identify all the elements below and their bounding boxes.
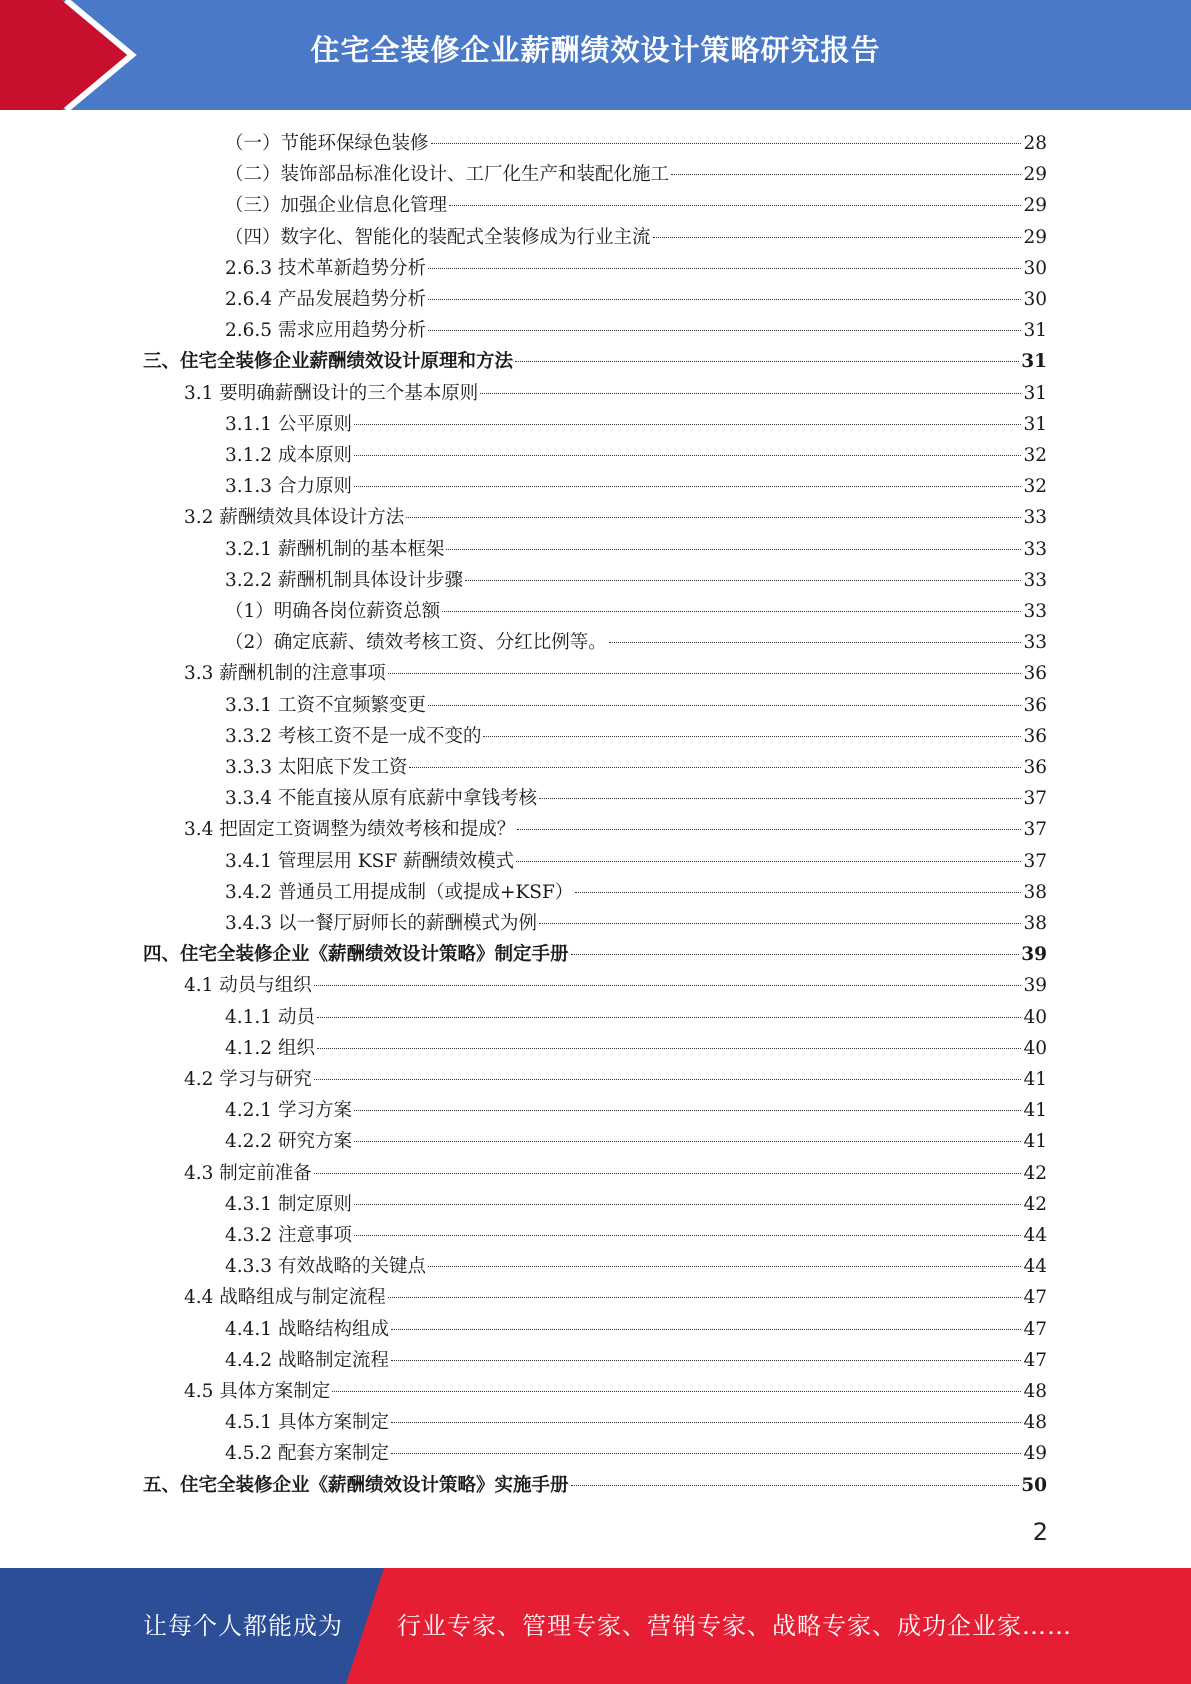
toc-entry[interactable] (225, 1251, 1047, 1282)
toc-dot-leader (391, 1329, 1021, 1330)
toc-entry-title: 4.5.1 具体方案制定 (225, 1412, 389, 1434)
toc-entry-title: 3.3.3 太阳底下发工资 (225, 757, 408, 778)
toc-entry-page: 44 (1023, 1256, 1047, 1278)
toc-entry-page: 33 (1023, 507, 1047, 529)
toc-dot-leader (428, 1266, 1021, 1267)
toc-entry[interactable] (225, 627, 1047, 658)
toc-entry-title: 四、住宅全装修企业《薪酬绩效设计策略》制定手册 (143, 944, 569, 966)
toc-entry-title: 3.2.1 薪酬机制的基本框架 (225, 538, 445, 560)
toc-dot-leader (354, 1235, 1022, 1236)
toc-entry-page: 39 (1023, 975, 1047, 997)
toc-entry-page: 47 (1023, 1349, 1047, 1371)
toc-entry-title: （一）节能环保绿色装修 (225, 133, 429, 154)
toc-dot-leader (539, 798, 1021, 799)
toc-entry-title: （三）加强企业信息化管理 (225, 195, 448, 217)
toc-entry-title: 3.3 薪酬机制的注意事项 (184, 663, 386, 685)
toc-entry-page: 37 (1023, 819, 1047, 841)
toc-entry-title: 4.1 动员与组织 (184, 975, 312, 997)
toc-dot-leader (483, 736, 1021, 737)
toc-entry-title: 3.1.1 公平原则 (225, 413, 352, 435)
toc-dot-leader (516, 861, 1021, 862)
toc-entry[interactable] (225, 1220, 1047, 1251)
toc-entry[interactable] (184, 658, 1047, 689)
toc-entry[interactable] (225, 253, 1047, 284)
toc-entry[interactable] (225, 128, 1047, 159)
page-number: 2 (1032, 1518, 1048, 1546)
toc-entry-page: 36 (1023, 725, 1047, 747)
toc-entry[interactable] (225, 846, 1047, 877)
toc-entry-page: 38 (1023, 913, 1047, 934)
toc-entry-page: 41 (1023, 1100, 1047, 1122)
toc-dot-leader (314, 1173, 1022, 1174)
toc-entry-title: 4.4.1 战略结构组成 (225, 1318, 389, 1340)
toc-dot-leader (317, 1048, 1022, 1049)
toc-dot-leader (409, 767, 1021, 768)
toc-entry-title: 3.1 要明确薪酬设计的三个基本原则 (184, 382, 479, 404)
toc-entry-page: 29 (1023, 226, 1047, 248)
toc-entry-title: 3.2.2 薪酬机制具体设计步骤 (225, 569, 463, 591)
toc-dot-leader (575, 892, 1021, 893)
toc-entry-page: 47 (1023, 1287, 1047, 1309)
toc-entry[interactable] (225, 565, 1047, 596)
toc-entry-page: 39 (1021, 944, 1047, 966)
toc-entry-title: 4.3.3 有效战略的关键点 (225, 1256, 426, 1278)
toc-entry[interactable] (225, 721, 1047, 752)
toc-entry-title: （2）确定底薪、绩效考核工资、分红比例等。 (225, 632, 607, 654)
footer-slogan-right: 行业专家、管理专家、营销专家、战略专家、成功企业家…… (397, 1612, 1072, 1640)
toc-entry-page: 28 (1023, 133, 1047, 154)
toc-dot-leader (442, 611, 1021, 612)
toc-entry[interactable] (225, 1345, 1047, 1376)
page-footer (0, 1568, 1191, 1684)
toc-dot-leader (354, 1141, 1022, 1142)
toc-dot-leader (671, 174, 1021, 175)
toc-entry-title: 2.6.5 需求应用趋势分析 (225, 320, 426, 342)
toc-entry[interactable] (225, 877, 1047, 908)
toc-entry-title: 4.5 具体方案制定 (184, 1381, 331, 1402)
toc-entry-page: 42 (1023, 1162, 1047, 1184)
toc-entry-page: 31 (1023, 382, 1047, 404)
toc-entry-page: 29 (1023, 164, 1047, 186)
toc-dot-leader (480, 393, 1021, 394)
toc-dot-leader (391, 1453, 1021, 1454)
toc-entry-title: 4.3.1 制定原则 (225, 1193, 352, 1215)
toc-entry[interactable] (225, 284, 1047, 315)
toc-entry-title: 2.6.4 产品发展趋势分析 (225, 289, 426, 310)
footer-slogan-left: 让每个人都能成为 (143, 1612, 343, 1640)
toc-entry-title: （二）装饰部品标准化设计、工厂化生产和装配化施工 (225, 164, 670, 186)
toc-entry-title: 4.4.2 战略制定流程 (225, 1349, 389, 1371)
toc-entry-title: 3.1.2 成本原则 (225, 445, 352, 466)
toc-entry-title: 3.3.4 不能直接从原有底薪中拿钱考核 (225, 788, 537, 810)
toc-dot-leader (354, 1110, 1022, 1111)
toc-entry[interactable] (225, 190, 1047, 221)
toc-dot-leader (354, 424, 1022, 425)
toc-dot-leader (406, 517, 1021, 518)
toc-entry[interactable] (225, 1002, 1047, 1033)
toc-entry-page: 38 (1023, 881, 1047, 903)
toc-dot-leader (571, 1485, 1020, 1486)
toc-dot-leader (428, 705, 1021, 706)
toc-entry-title: （1）明确各岗位薪资总额 (225, 601, 441, 622)
toc-entry[interactable] (225, 534, 1047, 565)
toc-entry[interactable] (225, 1438, 1047, 1469)
toc-entry[interactable] (184, 1282, 1047, 1313)
toc-dot-leader (465, 580, 1021, 581)
toc-entry[interactable] (184, 378, 1047, 409)
toc-entry[interactable] (225, 315, 1047, 346)
toc-dot-leader (391, 1360, 1021, 1361)
toc-entry-page: 30 (1023, 289, 1047, 310)
toc-entry-page: 50 (1021, 1474, 1047, 1496)
toc-entry[interactable] (225, 1126, 1047, 1157)
toc-entry-page: 42 (1023, 1193, 1047, 1215)
toc-dot-leader (314, 985, 1022, 986)
toc-entry-page: 41 (1023, 1131, 1047, 1153)
toc-entry-page: 44 (1023, 1225, 1047, 1246)
toc-dot-leader (428, 330, 1021, 331)
toc-entry-title: 4.2.1 学习方案 (225, 1100, 352, 1122)
toc-entry-title: （四）数字化、智能化的装配式全装修成为行业主流 (225, 226, 651, 248)
toc-entry-page: 48 (1023, 1412, 1047, 1434)
toc-dot-leader (609, 642, 1022, 643)
toc-entry-title: 3.2 薪酬绩效具体设计方法 (184, 507, 405, 529)
toc-dot-leader (388, 1297, 1022, 1298)
toc-entry-title: 3.4.3 以一餐厅厨师长的薪酬模式为例 (225, 913, 537, 934)
toc-entry-page: 30 (1023, 257, 1047, 279)
toc-entry[interactable] (225, 752, 1047, 783)
page-header (0, 0, 1191, 110)
toc-entry-page: 37 (1023, 850, 1047, 872)
toc-entry-title: 4.3 制定前准备 (184, 1162, 312, 1184)
toc-entry-title: 3.4.2 普通员工用提成制（或提成+KSF） (225, 881, 574, 903)
toc-dot-leader (431, 143, 1022, 144)
toc-entry-title: 4.1.1 动员 (225, 1006, 315, 1028)
toc-entry-title: 4.5.2 配套方案制定 (225, 1443, 389, 1465)
toc-entry-title: 3.3.2 考核工资不是一成不变的 (225, 725, 482, 747)
toc-dot-leader (517, 829, 1021, 830)
toc-dot-leader (446, 549, 1021, 550)
toc-entry[interactable] (184, 1376, 1047, 1407)
toc-dot-leader (391, 1422, 1021, 1423)
toc-entry-title: 4.4 战略组成与制定流程 (184, 1287, 386, 1309)
toc-entry-page: 29 (1023, 195, 1047, 217)
toc-entry[interactable] (225, 1189, 1047, 1220)
toc-entry-page: 49 (1023, 1443, 1047, 1465)
toc-entry[interactable] (184, 1158, 1047, 1189)
toc-entry-title: 3.4.1 管理层用 KSF 薪酬绩效模式 (225, 850, 515, 872)
toc-entry-title: 三、住宅全装修企业薪酬绩效设计原理和方法 (143, 351, 514, 373)
toc-entry-page: 31 (1021, 351, 1047, 373)
toc-entry-title: 3.4 把固定工资调整为绩效考核和提成？ (184, 819, 516, 841)
toc-dot-leader (449, 205, 1021, 206)
toc-entry[interactable] (225, 440, 1047, 471)
toc-dot-leader (354, 1204, 1022, 1205)
toc-entry-page: 40 (1023, 1037, 1047, 1059)
toc-entry[interactable] (225, 1033, 1047, 1064)
toc-entry[interactable] (225, 222, 1047, 253)
toc-dot-leader (428, 299, 1021, 300)
document-title: 住宅全装修企业薪酬绩效设计策略研究报告 (310, 33, 881, 67)
toc-entry[interactable] (184, 814, 1047, 845)
toc-entry-title: 4.2.2 研究方案 (225, 1131, 352, 1153)
toc-entry[interactable] (143, 939, 1047, 970)
toc-entry-page: 36 (1023, 663, 1047, 685)
toc-entry-page: 33 (1023, 601, 1047, 622)
toc-entry[interactable] (225, 409, 1047, 440)
toc-entry-title: 4.1.2 组织 (225, 1037, 315, 1059)
toc-entry[interactable] (184, 502, 1047, 533)
toc-entry[interactable] (225, 1407, 1047, 1438)
toc-entry-page: 41 (1023, 1069, 1047, 1090)
toc-entry-title: 4.2 学习与研究 (184, 1069, 312, 1090)
toc-entry-page: 33 (1023, 569, 1047, 591)
toc-entry[interactable] (225, 783, 1047, 814)
toc-entry[interactable] (225, 1314, 1047, 1345)
toc-entry[interactable] (143, 1470, 1047, 1501)
toc-entry-title: 3.1.3 合力原则 (225, 476, 352, 498)
toc-entry-page: 31 (1023, 413, 1047, 435)
toc-entry[interactable] (143, 346, 1047, 377)
toc-entry[interactable] (184, 970, 1047, 1001)
toc-dot-leader (354, 455, 1022, 456)
toc-entry-page: 37 (1023, 788, 1047, 810)
toc-entry-page: 47 (1023, 1318, 1047, 1340)
toc-dot-leader (317, 1017, 1022, 1018)
toc-entry[interactable] (225, 471, 1047, 502)
toc-entry[interactable] (225, 908, 1047, 939)
toc-entry-title: 4.3.2 注意事项 (225, 1225, 352, 1246)
toc-entry-page: 33 (1023, 538, 1047, 560)
toc-dot-leader (332, 1391, 1021, 1392)
toc-dot-leader (539, 923, 1021, 924)
toc-entry-page: 31 (1023, 320, 1047, 342)
toc-entry-title: 五、住宅全装修企业《薪酬绩效设计策略》实施手册 (143, 1474, 569, 1496)
toc-dot-leader (515, 361, 1019, 362)
toc-dot-leader (428, 268, 1021, 269)
toc-dot-leader (314, 1079, 1022, 1080)
toc-entry[interactable] (225, 690, 1047, 721)
toc-entry-title: 2.6.3 技术革新趋势分析 (225, 257, 426, 279)
toc-entry-title: 3.3.1 工资不宜频繁变更 (225, 694, 426, 716)
toc-entry-page: 48 (1023, 1381, 1047, 1402)
toc-dot-leader (354, 486, 1022, 487)
toc-entry-page: 36 (1023, 757, 1047, 778)
toc-entry-page: 36 (1023, 694, 1047, 716)
toc-dot-leader (653, 237, 1022, 238)
toc-entry[interactable] (225, 596, 1047, 627)
toc-entry[interactable] (225, 1095, 1047, 1126)
toc-entry[interactable] (225, 159, 1047, 190)
toc-entry-page: 33 (1023, 632, 1047, 654)
toc-entry[interactable] (184, 1064, 1047, 1095)
toc-dot-leader (388, 673, 1022, 674)
toc-entry-page: 40 (1023, 1006, 1047, 1028)
toc-dot-leader (571, 954, 1020, 955)
toc-entry-page: 32 (1023, 476, 1047, 498)
toc-entry-page: 32 (1023, 445, 1047, 466)
